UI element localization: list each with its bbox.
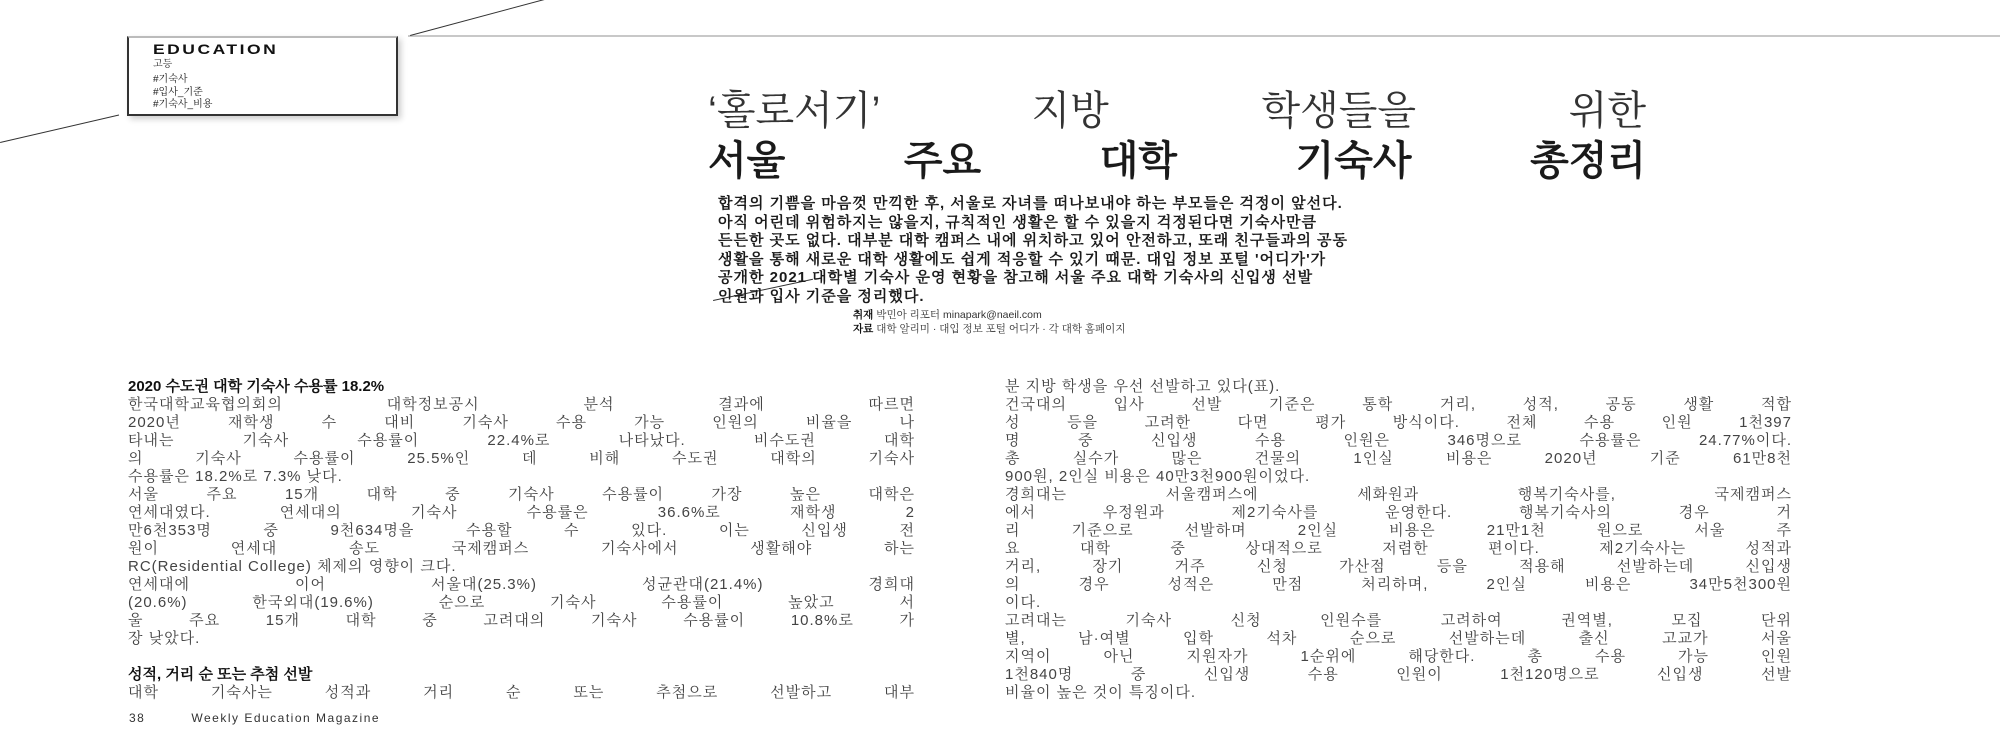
section-tag-box — [127, 36, 398, 116]
magazine-name: Weekly Education Magazine — [191, 711, 381, 725]
body-column-left — [128, 378, 915, 702]
credits — [853, 308, 1125, 336]
body-text-line: 장 낮았다. — [128, 630, 201, 647]
page-footer — [129, 711, 380, 725]
body-text-line: 연세대였다. 연세대의 기숙사 수용률은 36.6%로 재학생 2 — [128, 504, 915, 521]
body-text-line: 건국대의 입사 선발 기준은 통학 거리, 성적, 공동 생활 적합 — [1005, 396, 1792, 413]
lead-line: 아직 어린데 위험하지는 않을지, 규칙적인 생활은 할 수 있을지 걱정된다면 기숙사만큼 — [718, 213, 1317, 231]
decorative-diagonal-line — [0, 115, 119, 143]
body-text-line: 별, 남·여별 입학 석차 순으로 선발하는데 출신 고교가 서울 — [1005, 630, 1792, 647]
body-text-line: 대학 기숙사는 성적과 거리 순 또는 추첨으로 선발하고 대부 — [128, 684, 915, 701]
source-info: 대학 알리미 · 대입 정보 포털 어디가 · 각 대학 홈페이지 — [876, 323, 1126, 335]
body-text-line: 원이 연세대 송도 국제캠퍼스 기숙사에서 생활해야 하는 — [128, 540, 915, 557]
body-text-line: (20.6%) 한국외대(19.6%) 순으로 기숙사 수용률이 높았고 서 — [128, 594, 915, 611]
body-text-line: 거리, 장기 거주 신청 가산점 등을 적용해 선발하는데 신입생 — [1005, 558, 1792, 575]
title-line-2: 서울 주요 대학 기숙사 총정리 — [708, 139, 1646, 183]
body-text-line: 1천840명 중 신입생 수용 인원이 1천120명으로 신입생 선발 — [1005, 666, 1792, 683]
body-text-line: 명 중 신입생 수용 인원은 346명으로 수용률은 24.77%이다. — [1005, 432, 1792, 449]
lead-line: 합격의 기쁨을 마음껏 만끽한 후, 서울로 자녀를 떠나보내야 하는 부모들은 걱정이 앞선다. — [718, 195, 1343, 212]
source-credit — [853, 322, 1125, 336]
grade-label: 고등 — [153, 59, 173, 70]
body-text-line: 한국대학교육협의회의 대학정보공시 분석 결과에 따르면 — [128, 396, 915, 413]
source-label: 자료 — [853, 323, 874, 335]
reporter-info: 박민아 리포터 minapark@naeil.com — [876, 309, 1042, 321]
body-text-line: 총 실수가 많은 건물의 1인실 비용은 2020년 기준 61만8천 — [1005, 450, 1792, 467]
body-text-line: 성 등을 고려한 다면 평가 방식이다. 전체 수용 인원 1천397 — [1005, 414, 1792, 431]
title-line-1: ‘홀로서기’ 지방 학생들을 위한 — [708, 89, 1646, 133]
body-text-line: 900원, 2인실 비용은 40만3천900원이었다. — [1005, 468, 1311, 485]
section-heading: 성적, 거리 순 또는 추첨 선발 — [128, 666, 313, 683]
lead-line: 든든한 곳도 없다. 대부분 대학 캠퍼스 내에 위치하고 있어 안전하고, 또래 친구들과의 공동 — [718, 232, 1348, 249]
body-text-line: 의 기숙사 수용률이 25.5%인 데 비해 수도권 대학의 기숙사 — [128, 450, 915, 467]
body-text-line: 수용률은 18.2%로 7.3% 낮다. — [128, 468, 343, 485]
body-column-right — [1005, 378, 1792, 702]
article-title — [708, 86, 1646, 186]
body-text-line: 지역이 아닌 지원자가 1순위에 해당한다. 총 수용 가능 인원 — [1005, 648, 1792, 665]
hashtag[interactable]: #기숙사 — [153, 74, 188, 85]
body-text-line: 고려대는 기숙사 신청 인원수를 고려하여 권역별, 모집 단위 — [1005, 612, 1792, 629]
body-text-line: 서울 주요 15개 대학 중 기숙사 수용률이 가장 높은 대학은 — [128, 486, 915, 503]
body-text-line: 타내는 기숙사 수용률이 22.4%로 나타났다. 비수도권 대학 — [128, 432, 915, 449]
lead-line: 인원과 입사 기준을 정리했다. — [718, 287, 925, 305]
body-text-line: 만6천353명 중 9천634명을 수용할 수 있다. 이는 신입생 전 — [128, 522, 915, 539]
body-text-line: 이다. — [1005, 594, 1042, 611]
hashtag-list — [153, 74, 212, 112]
body-text-line: 2020년 재학생 수 대비 기숙사 수용 가능 인원의 비율을 나 — [128, 414, 915, 431]
hashtag[interactable]: #입사_기준 — [153, 86, 203, 98]
reporter-credit — [853, 308, 1125, 322]
body-text-line: 연세대에 이어 서울대(25.3%) 성균관대(21.4%) 경희대 — [128, 576, 915, 593]
body-text-line: 비율이 높은 것이 특징이다. — [1005, 684, 1197, 701]
lead-paragraph — [718, 195, 1798, 306]
body-text-line: 울 주요 15개 대학 중 고려대의 기숙사 수용률이 10.8%로 가 — [128, 612, 915, 629]
body-text-line: RC(Residential College) 체제의 영향이 크다. — [128, 558, 457, 575]
header-rule — [408, 35, 2000, 37]
body-text-line: 요 대학 중 상대적으로 저렴한 편이다. 제2기숙사는 성적과 — [1005, 540, 1792, 557]
paragraph-gap — [128, 648, 915, 666]
section-heading: 2020 수도권 대학 기숙사 수용률 18.2% — [128, 378, 385, 395]
body-text-line: 분 지방 학생을 우선 선발하고 있다(표). — [1005, 378, 1281, 395]
reporter-label: 취재 — [853, 309, 874, 321]
page-number: 38 — [129, 711, 146, 725]
lead-line: 공개한 2021 대학별 기숙사 운영 현황을 참고해 서울 주요 대학 기숙사의 신입생 선발 — [718, 269, 1314, 286]
body-text-line: 의 경우 성적은 만점 처리하며, 2인실 비용은 34만5천300원 — [1005, 576, 1792, 593]
body-text-line: 경희대는 서울캠퍼스에 세화원과 행복기숙사를, 국제캠퍼스 — [1005, 486, 1792, 503]
hashtag[interactable]: #기숙사_비용 — [153, 99, 213, 110]
body-text-line: 리 기준으로 선발하며 2인실 비용은 21만1천 원으로 서울 주 — [1005, 522, 1792, 539]
decorative-diagonal-line — [410, 0, 545, 36]
lead-line: 생활을 통해 새로운 대학 생활에도 쉽게 적응할 수 있기 때문. 대입 정보 포털 '어디가'가 — [718, 250, 1327, 268]
section-label: EDUCATION — [153, 41, 279, 57]
body-text-line: 에서 우정원과 제2기숙사를 운영한다. 행복기숙사의 경우 거 — [1005, 504, 1792, 521]
